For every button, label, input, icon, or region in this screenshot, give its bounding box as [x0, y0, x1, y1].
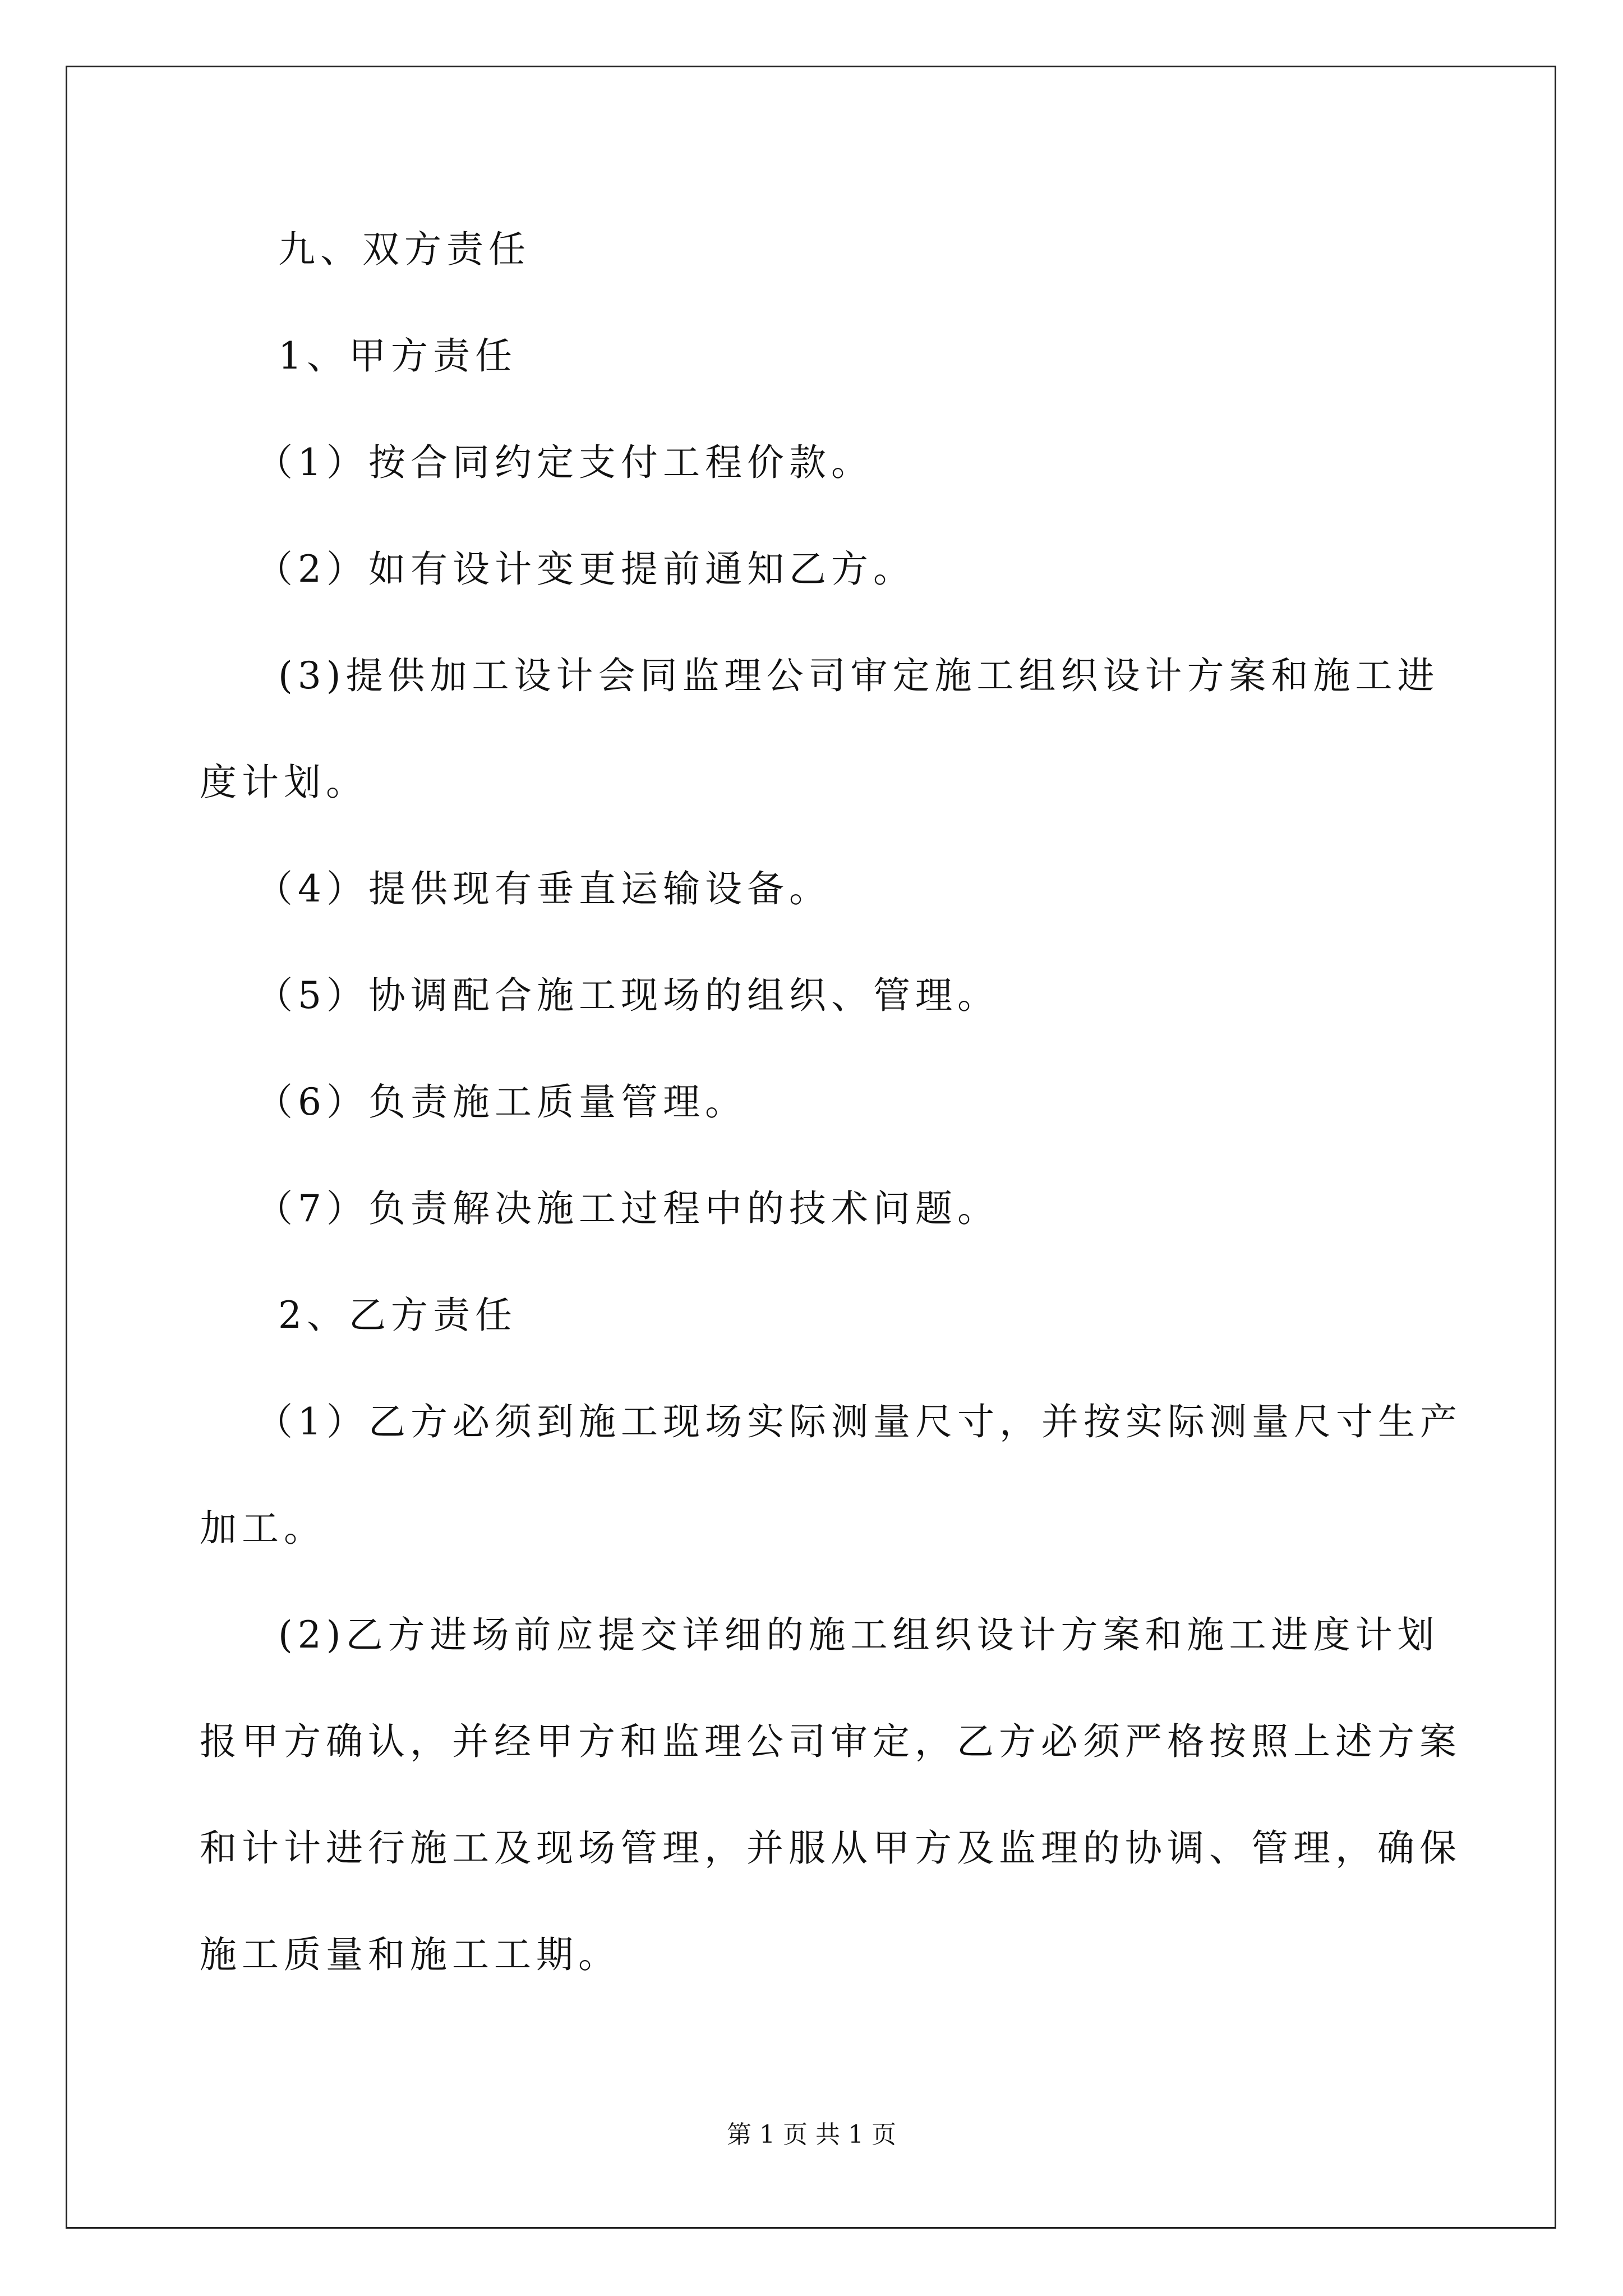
paragraph-line: 和计计进行施工及现场管理，并服从甲方及监理的协调、管理，确保: [200, 1826, 1461, 1870]
paragraph-line: (2)乙方进场前应提交详细的施工组织设计方案和施工进度计划: [278, 1613, 1440, 1657]
section-heading: 九、双方责任: [278, 228, 531, 271]
paragraph-line: （5）协调配合施工现场的组织、管理。: [256, 974, 999, 1017]
paragraph-line: （2）如有设计变更提前通知乙方。: [256, 547, 915, 591]
subsection-heading-party-a: 1、甲方责任: [278, 334, 517, 378]
paragraph-line: （4）提供现有垂直运输设备。: [256, 867, 831, 910]
page-border: [66, 66, 1556, 2229]
paragraph-line: 报甲方确认，并经甲方和监理公司审定，乙方必须严格按照上述方案: [200, 1720, 1461, 1763]
subsection-heading-party-b: 2、乙方责任: [278, 1294, 517, 1337]
paragraph-line: (3)提供加工设计会同监理公司审定施工组织设计方案和施工进: [278, 654, 1440, 697]
paragraph-line: 加工。: [200, 1507, 326, 1550]
paragraph-line: （1）乙方必须到施工现场实际测量尺寸，并按实际测量尺寸生产: [256, 1400, 1462, 1443]
paragraph-line: 施工质量和施工工期。: [200, 1933, 620, 1976]
page-number-footer: 第 1 页 共 1 页: [727, 2120, 896, 2149]
paragraph-line: （6）负责施工质量管理。: [256, 1080, 747, 1124]
paragraph-line: （7）负责解决施工过程中的技术问题。: [256, 1187, 999, 1230]
paragraph-line: （1）按合同约定支付工程价款。: [256, 441, 873, 484]
paragraph-line: 度计划。: [200, 761, 368, 804]
